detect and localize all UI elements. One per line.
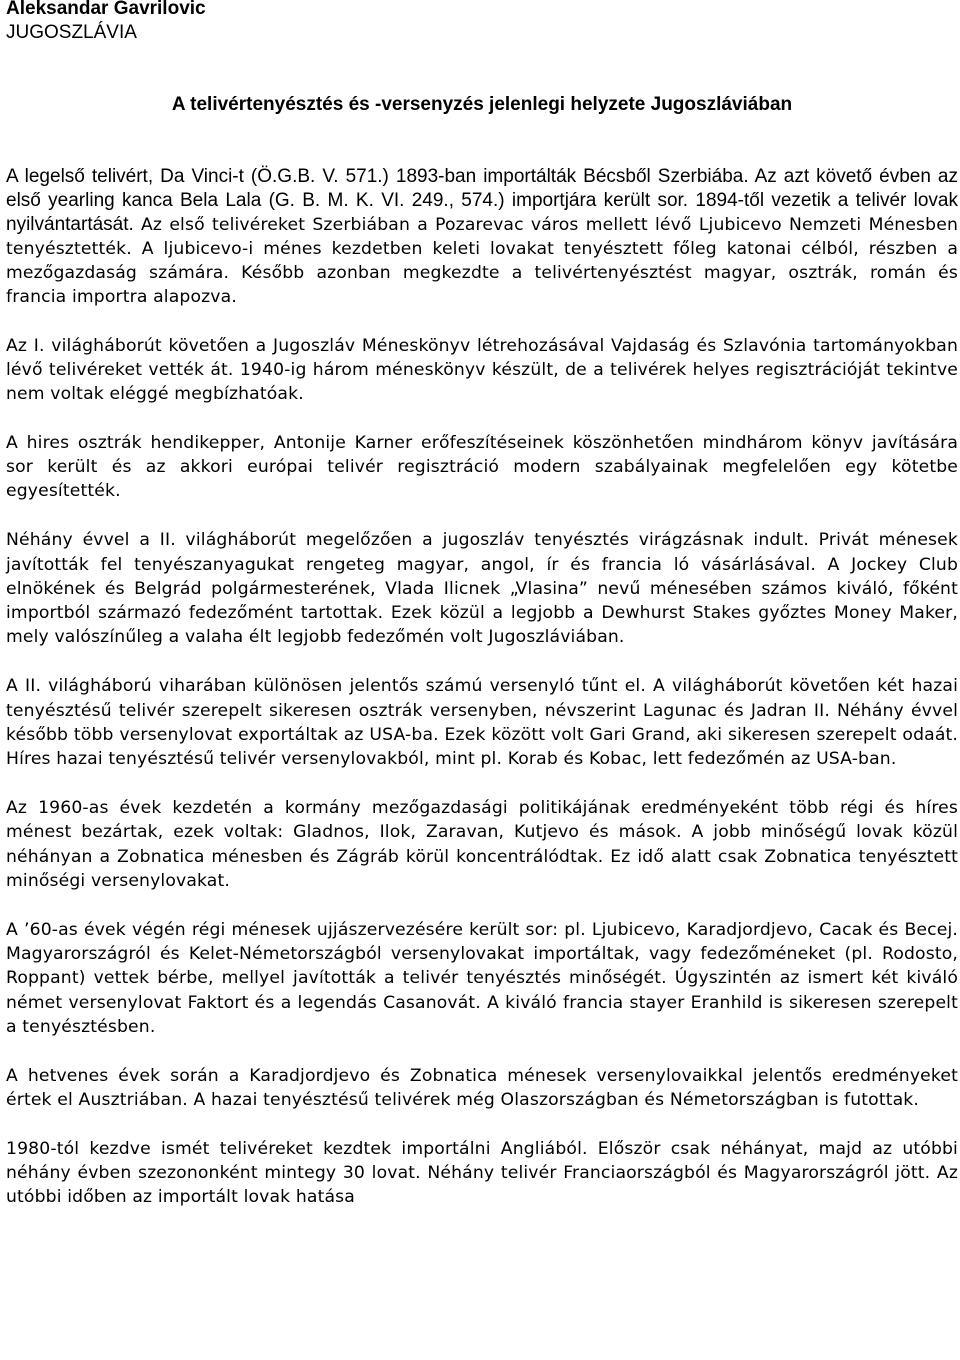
paragraph-5: A II. világháború viharában különösen jelentős számú versenyló tűnt el. A világháborút követően két hazai tenyésztésű telivér szerepelt sikeresen osztrák versenyben, névszerint Lagunac és Jadran II. Néhány évvel később több versenylovat exportáltak az USA-ba. Ezek között volt Gari Grand, aki sikeresen szerepelt odaát. Híres hazai tenyésztésű telivér versenylovakból, mint pl. Korab és Kobac, lett fedezőmén az USA-ban. [6,676,958,770]
paragraph-1 [6,165,958,309]
paragraph-3: A hires osztrák hendikepper, Antonije Karner erőfeszítéseinek köszönhetően mindhárom könyv javítására sor került és az akkori európai telivér regisztráció modern szabályainak megfelelően egy kötetbe egyesítették. [6,432,958,502]
paragraph-7: A ’60-as évek végén régi ménesek ujjászervezésére került sor: pl. Ljubicevo, Karadjordjevo, Cacak és Becej. Magyarországról és Kelet-Németországból versenylovakat importáltak, vagy fedezőméneket (pl. Rodosto, Roppant) vettek bérbe, mellyel javították a telivér tenyésztés minőségét. Úgyszintén az ismert két kiváló német versenylovat Faktort és a legendás Casanovát. A kiváló francia stayer Eranhild is sikeresen szerepelt a tenyésztésben. [6,919,958,1037]
paragraph-8: A hetvenes évek során a Karadjordjevo és Zobnatica ménesek versenylovaikkal jelentős eredményeket értek el Ausztriában. A hazai tenyésztésű telivérek még Olaszországban és Németországban is futottak. [6,1065,958,1110]
paragraph-1-verdana-text: Az első telivéreket Szerbiában a Pozarevac város mellett lévő Ljubicevo Nemzeti Ménesben tenyésztették. A ljubicevo-i ménes kezdetben keleti lovakat tenyésztett főleg katonai célból, részben a mezőgazdaság számára. Később azonban megkezdte a telivértenyésztést magyar, osztrák, román és francia importra alapozva. [6,215,958,307]
paragraph-4: Néhány évvel a II. világháborút megelőzően a jugoszláv tenyésztés virágzásnak indult. Privát ménesek javították fel tenyészanyagukat rengeteg magyar, angol, ír és francia ló vásárlásával. A Jockey Club elnökének és Belgrád polgármesterének, Vlada Ilicnek „Vlasina” nevű ménesében számos kiváló, főként importból származó fedezőmént tartottak. Ezek közül a legjobb a Dewhurst Stakes győztes Money Maker, mely valószínűleg a valaha élt legjobb fedezőmén volt Jugoszláviában. [6,530,958,648]
paragraph-9: 1980-tól kezdve ismét telivéreket kezdtek importálni Angliából. Először csak néhányat, majd az utóbbi néhány évben szezononként mintegy 30 lovat. Néhány telivér Franciaországból és Magyarországról jött. Az utóbbi időben az importált lovak hatása [6,1138,958,1208]
document-title: A telivértenyésztés és -versenyzés jelenlegi helyzete Jugoszláviában [171,94,793,115]
paragraph-1-arial-text: A legelső telivért, Da Vinci-t (Ö.G.B. V. 571.) 1893-ban importálták Bécsből Szerbiába. Az azt követő évben az első yearling kanca Bela Lala (G. B. M. K. VI. 249., 574.) importjára került sor. 1894-től vezetik a telivér lovak nyilvántartását. [6,166,958,235]
paragraph-6: Az 1960-as évek kezdetén a kormány mezőgazdasági politikájának eredményeként több régi és híres ménest bezártak, ezek voltak: Gladnos, Ilok, Zaravan, Kutjevo és mások. A jobb minőségű lovak közül néhányan a Zobnatica ménesben és Zágráb körül koncentrálódtak. Ez idő alatt csak Zobnatica tenyésztett minőségi versenylovakat. [6,797,958,891]
document-page [6,0,958,1209]
author-country: JUGOSZLÁVIA [6,22,137,43]
paragraph-9-wrapper [6,1137,958,1209]
paragraph-2: Az I. világháborút követően a Jugoszláv Méneskönyv létrehozásával Vajdaság és Szlavónia tartományokban lévő telivéreket vették át. 1940-ig három méneskönyv készült, de a telivérek helyes regisztrációját tekintve nem voltak eléggé megbízhatóak. [6,335,958,405]
author-name: Aleksandar Gavrilovic [6,0,206,19]
